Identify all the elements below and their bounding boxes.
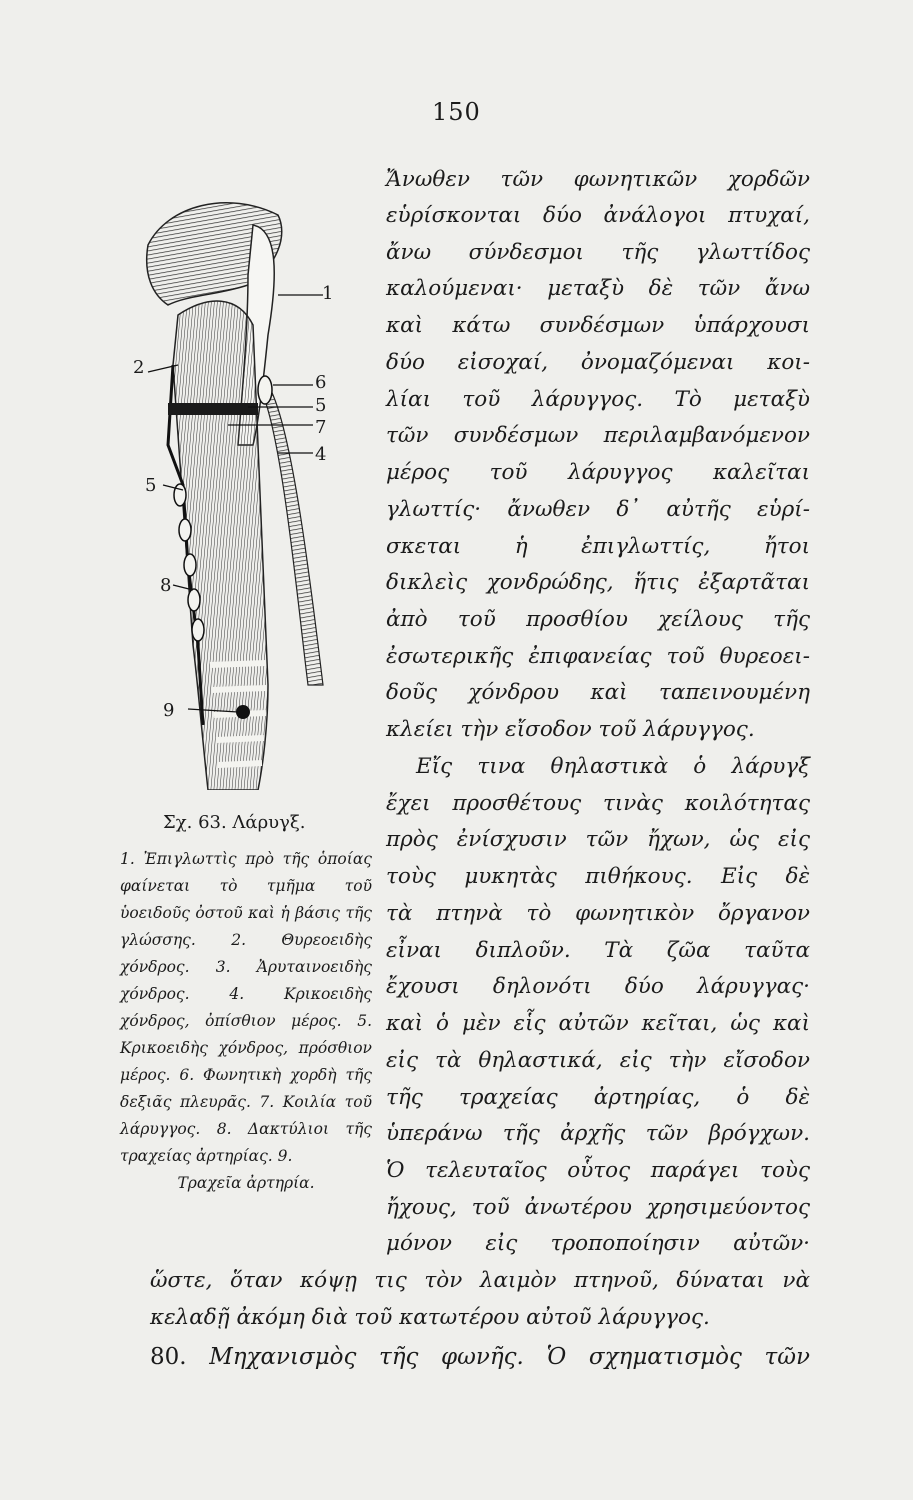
text-line: τῶν συνδέσμων περιλαμβανόμενον bbox=[386, 423, 810, 448]
figure-label-7: 7 bbox=[315, 417, 327, 438]
figure-label-9: 9 bbox=[163, 700, 175, 721]
text-line: κλείει τὴν εἴσοδον τοῦ λάρυγγος. bbox=[386, 717, 755, 742]
text-line: καλούμεναι· μεταξὺ δὲ τῶν ἄνω bbox=[386, 276, 810, 301]
text-line: καὶ κάτω συνδέσμων ὑπάρχουσι bbox=[386, 313, 810, 338]
text-line: ἐσωτερικῆς ἐπιφανείας τοῦ θυρεοει- bbox=[386, 644, 810, 669]
figure-label-5-front: 5 bbox=[145, 475, 157, 496]
text-line: πρὸς ἐνίσχυσιν τῶν ἤχων, ὡς εἰς bbox=[386, 827, 810, 852]
figure-label-4: 4 bbox=[315, 444, 327, 465]
text-line: τῆς τραχείας ἀρτηρίας, ὁ δὲ bbox=[386, 1085, 810, 1110]
cricoid-back-shape bbox=[263, 385, 323, 685]
figure-label-6: 6 bbox=[315, 372, 327, 393]
text-line: ἔχει προσθέτους τινὰς κοιλότητας bbox=[386, 791, 810, 816]
text-line: δοῦς χόνδρου καὶ ταπεινουμένη bbox=[386, 680, 810, 705]
text-line: μόνον εἰς τροποποίησιν αὐτῶν· bbox=[386, 1231, 810, 1256]
text-line: ἀπὸ τοῦ προσθίου χείλους τῆς bbox=[386, 607, 810, 632]
text-line: μέρος τοῦ λάρυγγος καλεῖται bbox=[386, 460, 810, 485]
figure-caption-end: Τραχεῖα ἀρτηρία. bbox=[177, 1174, 315, 1192]
text-line: ὑπεράνω τῆς ἀρχῆς τῶν βρόγχων. bbox=[386, 1121, 810, 1146]
text-line: γλωττίς· ἄνωθεν δ᾽ αὐτῆς εὑρί- bbox=[386, 497, 810, 522]
figure-label-2: 2 bbox=[133, 357, 145, 378]
text-line-full: κελαδῇ ἀκόμη διὰ τοῦ κατωτέρου αὐτοῦ λάρυγγος. bbox=[150, 1305, 710, 1330]
section-title: Μηχανισμὸς τῆς φωνῆς. bbox=[209, 1344, 524, 1370]
text-line: λίαι τοῦ λάρυγγος. Τὸ μεταξὺ bbox=[386, 387, 810, 412]
text-line: τοὺς μυκητὰς πιθήκους. Εἰς δὲ bbox=[386, 864, 810, 889]
vocal-cord-band bbox=[168, 403, 258, 415]
text-line-full: ὥστε, ὅταν κόψῃ τις τὸν λαιμὸν πτηνοῦ, δύναται νὰ bbox=[150, 1268, 810, 1293]
text-line: ἤχους, τοῦ ἀνωτέρου χρησιμεύοντος bbox=[386, 1195, 810, 1220]
text-line: ἔχουσι δηλονότι δύο λάρυγγας· bbox=[386, 974, 810, 999]
text-line: εὑρίσκονται δύο ἀνάλογοι πτυχαί, bbox=[386, 203, 810, 228]
text-line: εἰς τὰ θηλαστικά, εἰς τὴν εἴσοδον bbox=[386, 1048, 810, 1073]
figure-label-1: 1 bbox=[322, 283, 334, 304]
page-number: 150 bbox=[432, 98, 481, 126]
text-line: ἄνω σύνδεσμοι τῆς γλωττίδος bbox=[386, 240, 810, 265]
figure-label-5: 5 bbox=[315, 395, 327, 416]
text-line: Εἴς τινα θηλαστικὰ ὁ λάρυγξ bbox=[416, 754, 810, 779]
figure-label-8: 8 bbox=[160, 575, 172, 596]
figure-caption bbox=[120, 846, 372, 1197]
text-line: δικλεὶς χονδρώδης, ἥτις ἐξαρτᾶται bbox=[386, 570, 810, 595]
text-line: σκεται ἡ ἐπιγλωττίς, ἤτοι bbox=[386, 534, 810, 559]
section-text: Ὁ σχηματισμὸς τῶν bbox=[546, 1344, 811, 1370]
larynx-illustration bbox=[128, 185, 348, 790]
figure-caption-text: 1. Ἐπιγλωττὶς πρὸ τῆς ὁποίας φαίνεται τὸ τμῆμα τοῦ ὑοειδοῦς ὀστοῦ καὶ ἡ βάσις τῆς γλώσσης. 2. Θυρεοειδὴς χόνδρος. 3. Ἀρυταινοειδὴς χόνδρος. 4. Κρικοειδὴς χόνδρος, ὀπίσθιον μέρος. 5. Κρικοειδὴς χόνδρος, πρόσθιον μέρος. 6. Φωνητικὴ χορδὴ τῆς δεξιᾶς πλευρᾶς. 7. Κοιλία τοῦ λάρυγγος. 8. Δακτύλιοι τῆς τραχείας ἀρτηρίας. 9. bbox=[120, 850, 372, 1165]
text-line: εἶναι διπλοῦν. Τὰ ζῶα ταῦτα bbox=[386, 938, 810, 963]
text-line: Ἄνωθεν τῶν φωνητικῶν χορδῶν bbox=[386, 167, 810, 192]
figure-caption-title: Σχ. 63. Λάρυγξ. bbox=[163, 812, 306, 833]
text-line: καὶ ὁ μὲν εἷς αὐτῶν κεῖται, ὡς καὶ bbox=[386, 1011, 810, 1036]
section-number: 80. bbox=[150, 1344, 187, 1370]
text-line: δύο εἰσοχαί, ὀνομαζόμεναι κοι- bbox=[386, 350, 810, 375]
text-line: τὰ πτηνὰ τὸ φωνητικὸν ὄργανον bbox=[386, 901, 810, 926]
section-heading-line bbox=[150, 1344, 810, 1370]
text-line: Ὁ τελευταῖος οὗτος παράγει τοὺς bbox=[386, 1158, 810, 1183]
